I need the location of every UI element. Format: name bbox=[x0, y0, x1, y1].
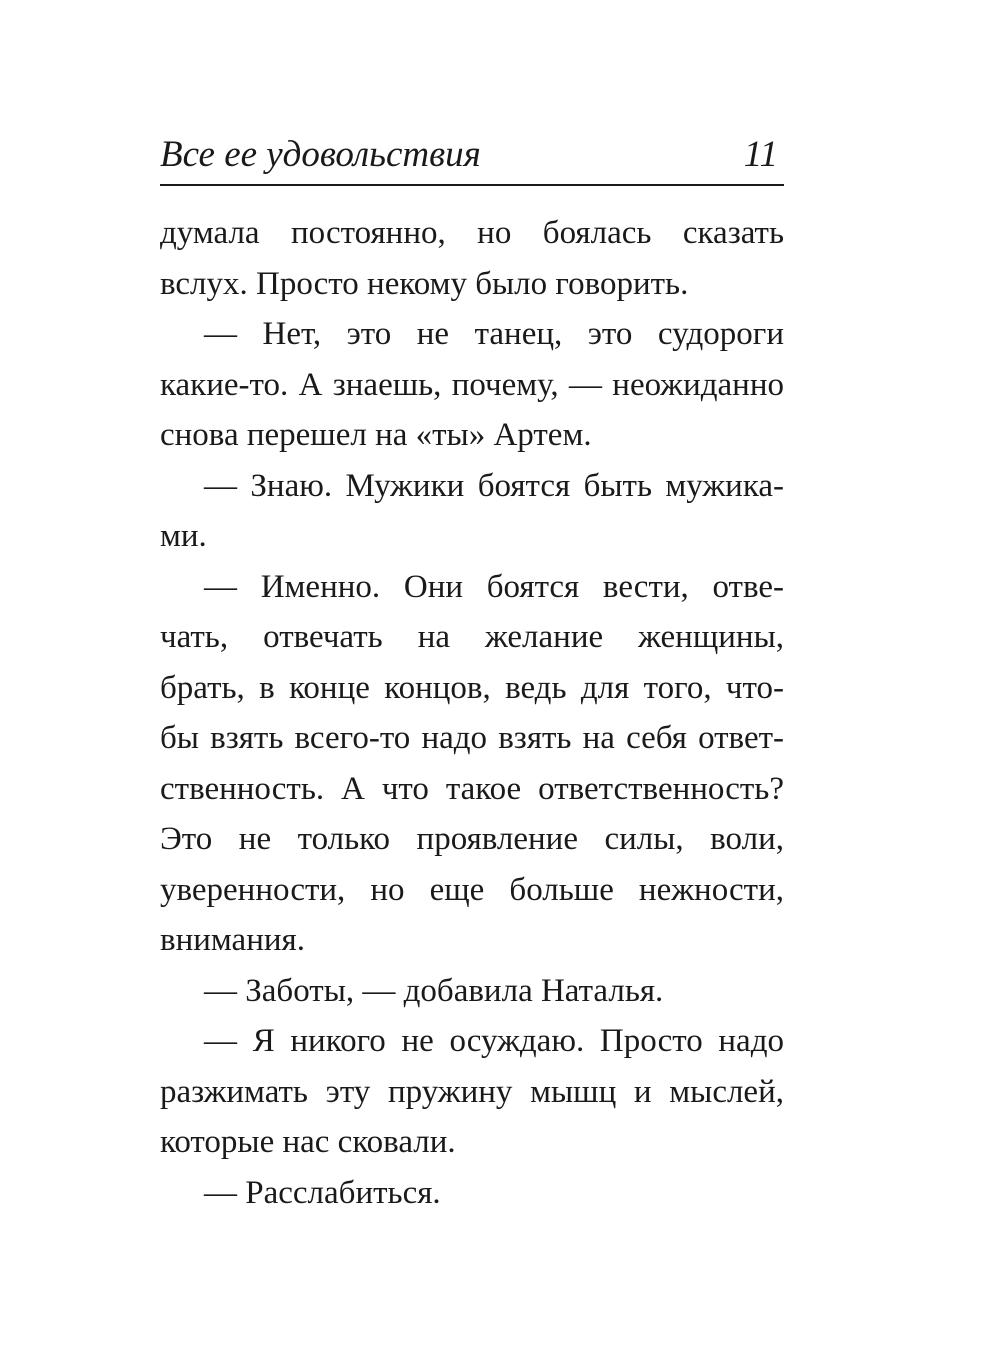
running-header bbox=[160, 126, 784, 186]
text-line: брать, в конце концов, ведь для того, что- bbox=[160, 669, 784, 706]
text-line: — Знаю. Мужики боятся быть мужика- bbox=[204, 467, 784, 504]
text-line: — Именно. Они боятся вести, отве- bbox=[204, 568, 784, 605]
text-line: Это не только проявление силы, воли, bbox=[160, 821, 784, 857]
body-text bbox=[160, 208, 784, 1218]
page-number: 11 bbox=[743, 134, 778, 175]
text-line: — Расслабиться. bbox=[204, 1174, 441, 1211]
text-line: — Заботы, — добавила Наталья. bbox=[204, 972, 664, 1009]
text-line: — Нет, это не танец, это судороги bbox=[204, 316, 784, 352]
text-line: какие-то. А знаешь, почему, — неожиданно bbox=[160, 366, 784, 403]
text-line: уверенности, но еще больше нежности, bbox=[160, 871, 784, 908]
text-line: — Я никого не осуждаю. Просто надо bbox=[204, 1023, 784, 1059]
text-line: разжимать эту пружину мышц и мыслей, bbox=[160, 1073, 784, 1110]
text-line: думала постоянно, но боялась сказать bbox=[160, 215, 784, 251]
text-line: ственность. А что такое ответственность? bbox=[160, 770, 784, 807]
text-line: которые нас сковали. bbox=[160, 1124, 456, 1160]
text-line: чать, отвечать на желание женщины, bbox=[160, 619, 784, 655]
text-line: внимания. bbox=[160, 922, 305, 958]
text-line: ми. bbox=[160, 518, 207, 554]
text-line: вслух. Просто некому было говорить. bbox=[160, 265, 689, 302]
running-title: Все ее удовольствия bbox=[160, 134, 481, 175]
text-line: бы взять всего-то надо взять на себя ответ- bbox=[160, 720, 784, 756]
book-page bbox=[160, 0, 784, 1346]
text-line: снова перешел на «ты» Артем. bbox=[160, 417, 592, 453]
